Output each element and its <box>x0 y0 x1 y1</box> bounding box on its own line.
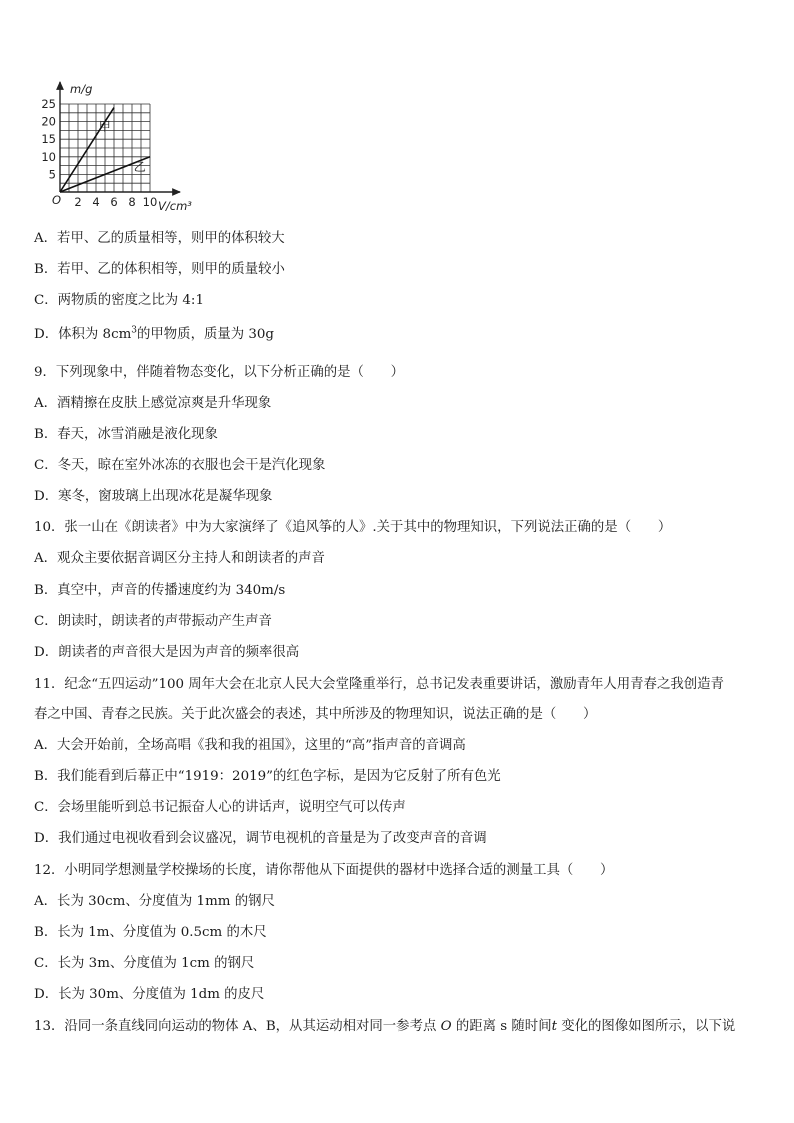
q10-stem: 10．张一山在《朗读者》中为大家演绎了《追风筝的人》.关于其中的物理知识，下列说法正确的是（ ） <box>34 520 672 535</box>
q13-var-o: O <box>440 1019 452 1034</box>
x-tick-label: 2 <box>74 195 82 209</box>
x-tick-label: 10 <box>142 195 158 209</box>
mass-volume-chart <box>30 80 220 215</box>
y-tick-label: 20 <box>41 114 56 129</box>
x-tick-label: 4 <box>92 195 100 209</box>
q11-option-b: B．我们能看到后幕正中“1919：2019”的红色字标，是因为它反射了所有色光 <box>34 769 501 784</box>
q8-option-d-post: 的甲物质，质量为 30g <box>137 327 275 342</box>
q8-option-a: A．若甲、乙的质量相等，则甲的体积较大 <box>34 231 285 246</box>
q11-option-a: A．大会开始前，全场高唱《我和我的祖国》，这里的“高”指声音的音调高 <box>34 738 466 753</box>
origin-label: O <box>52 193 62 207</box>
q13-stem-pre: 13．沿同一条直线同向运动的物体 A、B，从其运动相对同一参考点 <box>34 1019 441 1034</box>
q11-option-d: D．我们通过电视收看到会议盛况，调节电视机的音量是为了改变声音的音调 <box>34 831 487 846</box>
y-axis-label: m/g <box>70 82 93 96</box>
q9-option-c: C．冬天，晾在室外冰冻的衣服也会干是汽化现象 <box>34 458 326 473</box>
q9-option-b: B．春天，冰雪消融是液化现象 <box>34 427 218 442</box>
q12-option-a: A．长为 30cm、分度值为 1mm 的钢尺 <box>34 894 275 909</box>
series-label-2: 乙 <box>133 159 146 174</box>
q13-stem-post: 变化的图像如图所示，以下说 <box>556 1019 736 1034</box>
q9-option-d: D．寒冬，窗玻璃上出现冰花是凝华现象 <box>34 489 273 504</box>
y-tick-label: 10 <box>41 149 56 164</box>
q8-option-d <box>34 326 274 344</box>
q8-option-c: C．两物质的密度之比为 4:1 <box>34 293 204 308</box>
q13-stem-mid: 的距离 s 随时间 <box>451 1019 552 1034</box>
q8-option-d-pre: D．体积为 8cm <box>34 327 132 342</box>
q12-option-d: D．长为 30m、分度值为 1dm 的皮尺 <box>34 987 265 1002</box>
q9-stem: 9．下列现象中，伴随着物态变化，以下分析正确的是（ ） <box>34 365 405 380</box>
y-tick-label: 5 <box>48 167 56 182</box>
q11-option-c: C．会场里能听到总书记振奋人心的讲话声，说明空气可以传声 <box>34 800 406 815</box>
q10-option-d: D．朗读者的声音很大是因为声音的频率很高 <box>34 645 300 660</box>
y-tick-label: 25 <box>41 97 56 111</box>
q8-option-b: B．若甲、乙的体积相等，则甲的质量较小 <box>34 262 285 277</box>
q11-stem-line2: 春之中国、青春之民族。关于此次盛会的表述，其中所涉及的物理知识，说法正确的是（ ） <box>34 707 597 722</box>
chart-grid <box>60 104 150 192</box>
q11-stem-line1: 11．纪念“五四运动”100 周年大会在北京人民大会堂隆重举行，总书记发表重要讲话，激励青年人用青春之我创造青 <box>34 677 724 692</box>
x-tick-label: 8 <box>128 195 136 209</box>
q12-option-b: B．长为 1m、分度值为 0.5cm 的木尺 <box>34 925 267 940</box>
q12-option-c: C．长为 3m、分度值为 1cm 的钢尺 <box>34 956 255 971</box>
x-tick-label: 6 <box>110 195 118 209</box>
x-axis-label: V/cm³ <box>158 199 192 213</box>
q9-option-a: A．酒精擦在皮肤上感觉凉爽是升华现象 <box>34 396 272 411</box>
y-tick-label: 15 <box>41 132 56 147</box>
q10-option-a: A．观众主要依据音调区分主持人和朗读者的声音 <box>34 551 325 566</box>
q10-option-b: B．真空中，声音的传播速度约为 340m/s <box>34 583 286 598</box>
q10-option-c: C．朗读时，朗读者的声带振动产生声音 <box>34 614 272 629</box>
q12-stem: 12．小明同学想测量学校操场的长度，请你帮他从下面提供的器材中选择合适的测量工具（ ） <box>34 863 614 878</box>
q13-var-t: t <box>551 1019 557 1034</box>
series-label-1: 甲 <box>98 119 111 134</box>
q13-stem <box>34 1018 735 1036</box>
q8-option-d-sup: 3 <box>131 325 138 336</box>
